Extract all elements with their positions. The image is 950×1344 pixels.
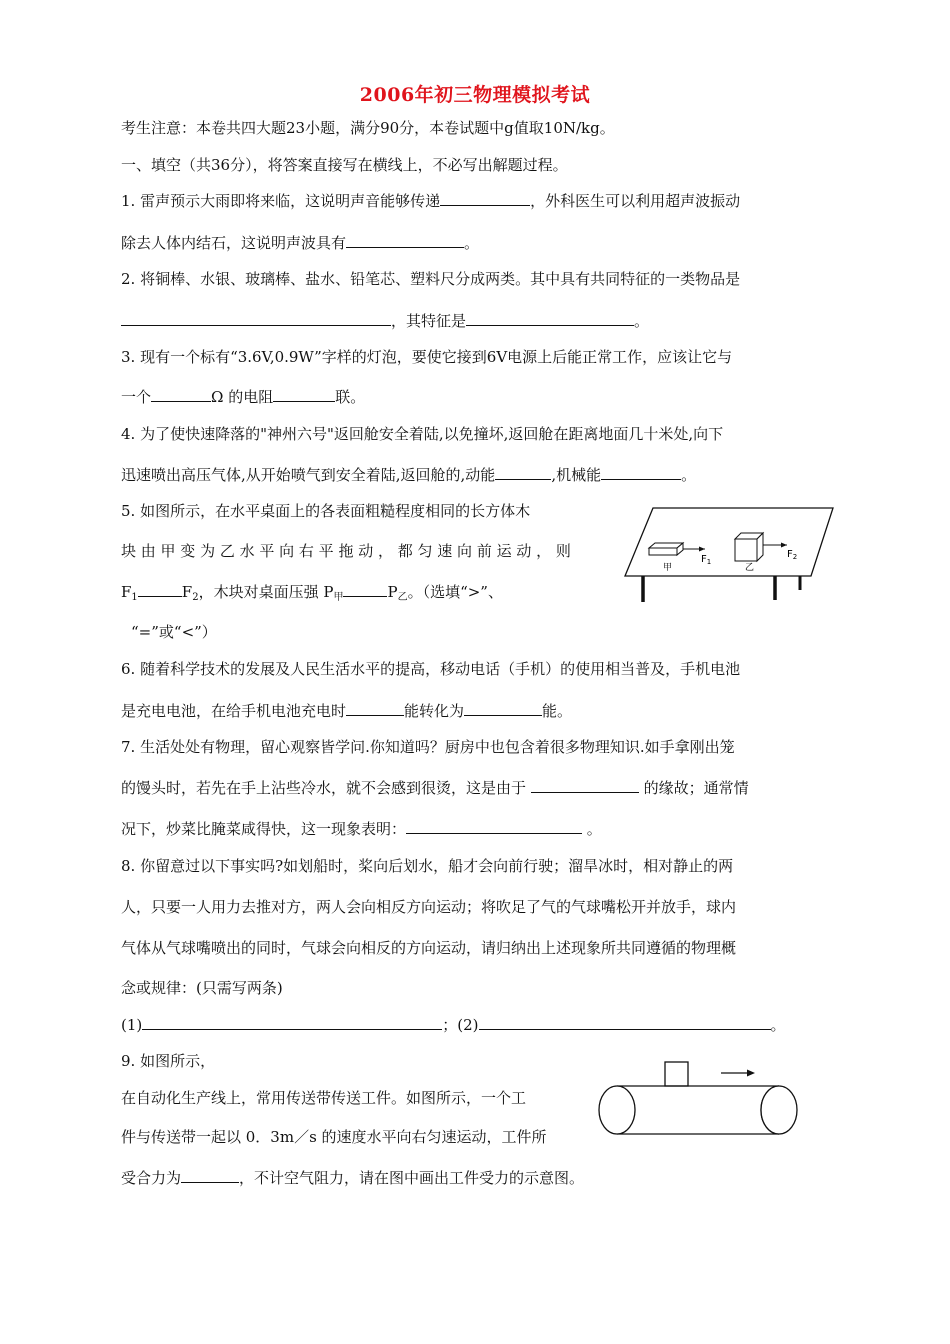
label-f1: $F_1$ bbox=[701, 554, 712, 566]
answer-blank[interactable] bbox=[138, 582, 182, 597]
answer-blank[interactable] bbox=[346, 701, 404, 716]
workpiece bbox=[665, 1062, 688, 1086]
answer-blank[interactable] bbox=[440, 191, 530, 206]
question-8-line-4: 念或规律：(只需写两条) bbox=[121, 979, 283, 997]
answer-blank[interactable] bbox=[466, 311, 634, 326]
question-7-line-3: 况下，炒菜比腌菜咸得快，这一现象表明： 。 bbox=[121, 820, 602, 838]
answer-blank[interactable] bbox=[142, 1015, 442, 1030]
question-6-line-2: 是充电电池，在给手机电池充电时 能转化为 能。 bbox=[121, 702, 573, 720]
label-f2: $F_2$ bbox=[787, 549, 798, 561]
question-9-line-1: 9. 如图所示， bbox=[121, 1052, 216, 1070]
answer-blank[interactable] bbox=[495, 465, 551, 480]
label-yi: 乙 bbox=[745, 563, 755, 573]
question-5-line-4: “=”或“<”） bbox=[131, 623, 217, 641]
question-6-line-1: 6. 随着科学技术的发展及人民生活水平的提高，移动电话（手机）的使用相当普及，手机电池 bbox=[121, 660, 741, 678]
question-8-line-1: 8. 你留意过以下事实吗?如划船时，桨向后划水，船才会向前行驶；溜旱冰时，相对静止的两 bbox=[121, 857, 734, 875]
question-7-line-2: 的馒头时，若先在手上沾些冷水，就不会感到很烫，这是由于 的缘故；通常情 bbox=[121, 779, 749, 797]
conveyor-belt-figure bbox=[595, 1056, 805, 1140]
answer-blank[interactable] bbox=[273, 387, 335, 402]
question-7-line-1: 7. 生活处处有物理，留心观察皆学问.你知道吗？厨房中也包含着很多物理知识.如手拿刚出笼 bbox=[121, 738, 735, 756]
question-9-line-3: 件与传送带一起以 0．3m／s 的速度水平向右匀速运动，工件所 bbox=[121, 1128, 547, 1146]
answer-blank[interactable] bbox=[464, 701, 542, 716]
answer-blank[interactable] bbox=[121, 311, 391, 326]
table-top bbox=[625, 508, 833, 576]
table-blocks-figure bbox=[615, 498, 840, 606]
question-1-line-1: 1. 雷声预示大雨即将来临，这说明声音能够传递 ，外科医生可以利用超声波振动 bbox=[121, 192, 741, 210]
question-4-line-2: 迅速喷出高压气体,从开始喷气到安全着陆,返回舱的,动能 ,机械能 。 bbox=[121, 466, 697, 484]
question-8-answers: (1) ；(2) 。 bbox=[121, 1016, 786, 1034]
answer-blank[interactable] bbox=[601, 465, 681, 480]
answer-blank[interactable] bbox=[151, 387, 211, 402]
question-8-line-2: 人，只要一人用力去推对方，两人会向相反方向运动；将吹足了气的气球嘴松开并放手，球内 bbox=[121, 898, 737, 916]
question-9-line-2: 在自动化生产线上，常用传送带传送工件。如图所示，一个工 bbox=[121, 1089, 527, 1107]
answer-blank[interactable] bbox=[531, 778, 639, 793]
left-roller bbox=[599, 1086, 635, 1134]
question-3-line-2: 一个 Ω 的电阻 联。 bbox=[121, 388, 366, 406]
answer-blank[interactable] bbox=[479, 1015, 771, 1030]
section-1-heading: 一、填空（共36分），将答案直接写在横线上，不必写出解题过程。 bbox=[121, 156, 568, 174]
question-4-line-1: 4. 为了使快速降落的"神州六号"返回舱安全着陆,以免撞坏,返回舱在距离地面几十米处,向下 bbox=[121, 425, 724, 443]
right-roller bbox=[761, 1086, 797, 1134]
question-5-line-3: $F_1$ $F_2$，木块对桌面压强 $P_甲$ $P_乙$。（选填“>”、 bbox=[121, 583, 503, 603]
answer-blank[interactable] bbox=[343, 582, 387, 597]
answer-blank[interactable] bbox=[346, 233, 464, 248]
exam-title: 2006年初三物理模拟考试 bbox=[359, 84, 591, 106]
question-5-line-2: 块 由 甲 变 为 乙 水 平 向 右 平 拖 动 ， 都 匀 速 向 前 运 动 ， 则 bbox=[121, 542, 571, 560]
answer-blank[interactable] bbox=[406, 819, 582, 834]
answer-blank[interactable] bbox=[181, 1168, 239, 1183]
question-8-line-3: 气体从气球嘴喷出的同时，气球会向相反的方向运动，请归纳出上述现象所共同遵循的物理概 bbox=[121, 939, 737, 957]
label-jia: 甲 bbox=[663, 563, 673, 573]
question-5-line-1: 5. 如图所示，在水平桌面上的各表面粗糙程度相同的长方体木 bbox=[121, 502, 531, 520]
question-2-line-2: ，其特征是 。 bbox=[121, 311, 649, 331]
question-9-line-4: 受合力为 ，不计空气阻力，请在图中画出工件受力的示意图。 bbox=[121, 1169, 585, 1187]
exam-notice: 考生注意：本卷共四大题23小题，满分90分，本卷试题中g值取10N/kg。 bbox=[121, 119, 615, 137]
question-2-line-1: 2. 将铜棒、水银、玻璃棒、盐水、铅笔芯、塑料尺分成两类。其中具有共同特征的一类物品是 bbox=[121, 270, 741, 288]
question-1-line-2: 除去人体内结石，这说明声波具有 。 bbox=[121, 234, 480, 252]
question-3-line-1: 3. 现有一个标有“3.6V,0.9W”字样的灯泡，要使它接到6V电源上后能正常工作，应该让它与 bbox=[121, 348, 733, 366]
